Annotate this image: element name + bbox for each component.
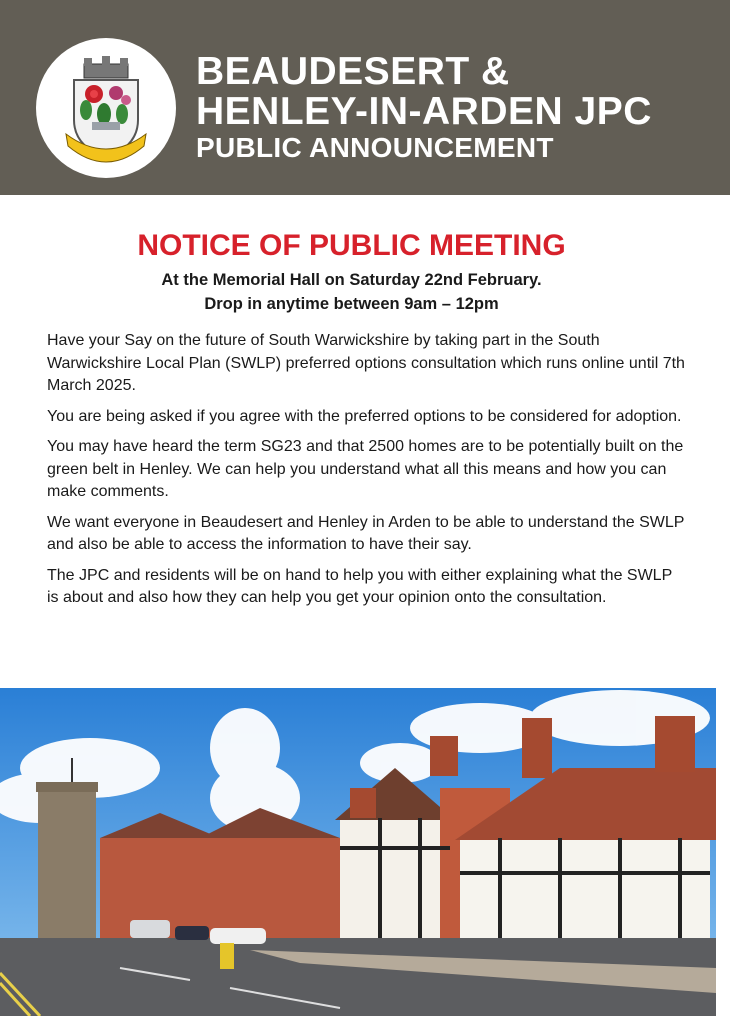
high-street-photo — [0, 688, 716, 1016]
notice-heading: NOTICE OF PUBLIC MEETING — [137, 229, 566, 262]
org-title-line-1: BEAUDESERT & — [196, 50, 510, 93]
org-title-line-2: HENLEY-IN-ARDEN JPC — [196, 90, 652, 133]
org-title — [196, 52, 652, 132]
announcement-body — [47, 330, 687, 618]
time-line: Drop in anytime between 9am – 12pm — [204, 295, 499, 313]
meeting-details — [0, 268, 703, 316]
paragraph: The JPC and residents will be on hand to help you with either explaining what the SWLP is about and also how they can help you get your opinion onto the consultation. — [47, 566, 672, 606]
venue-line: At the Memorial Hall on Saturday 22nd February. — [161, 271, 542, 289]
paragraph: You are being asked if you agree with the preferred options to be considered for adoption. — [47, 407, 682, 425]
paragraph: We want everyone in Beaudesert and Henley in Arden to be able to understand the SWLP and also be able to access the information to have their say. — [47, 513, 685, 553]
paragraph: Have your Say on the future of South Warwickshire by taking part in the South Warwickshire Local Plan (SWLP) preferred options consultation which runs online until 7th March 2025. — [47, 332, 685, 394]
town-crest-icon — [36, 38, 176, 178]
announcement-subtitle: PUBLIC ANNOUNCEMENT — [196, 132, 554, 163]
paragraph: You may have heard the term SG23 and that 2500 homes are to be potentially built on the green belt in Henley. We can help you understand what all this means and how you can make comments. — [47, 438, 684, 500]
header-banner — [0, 0, 730, 195]
